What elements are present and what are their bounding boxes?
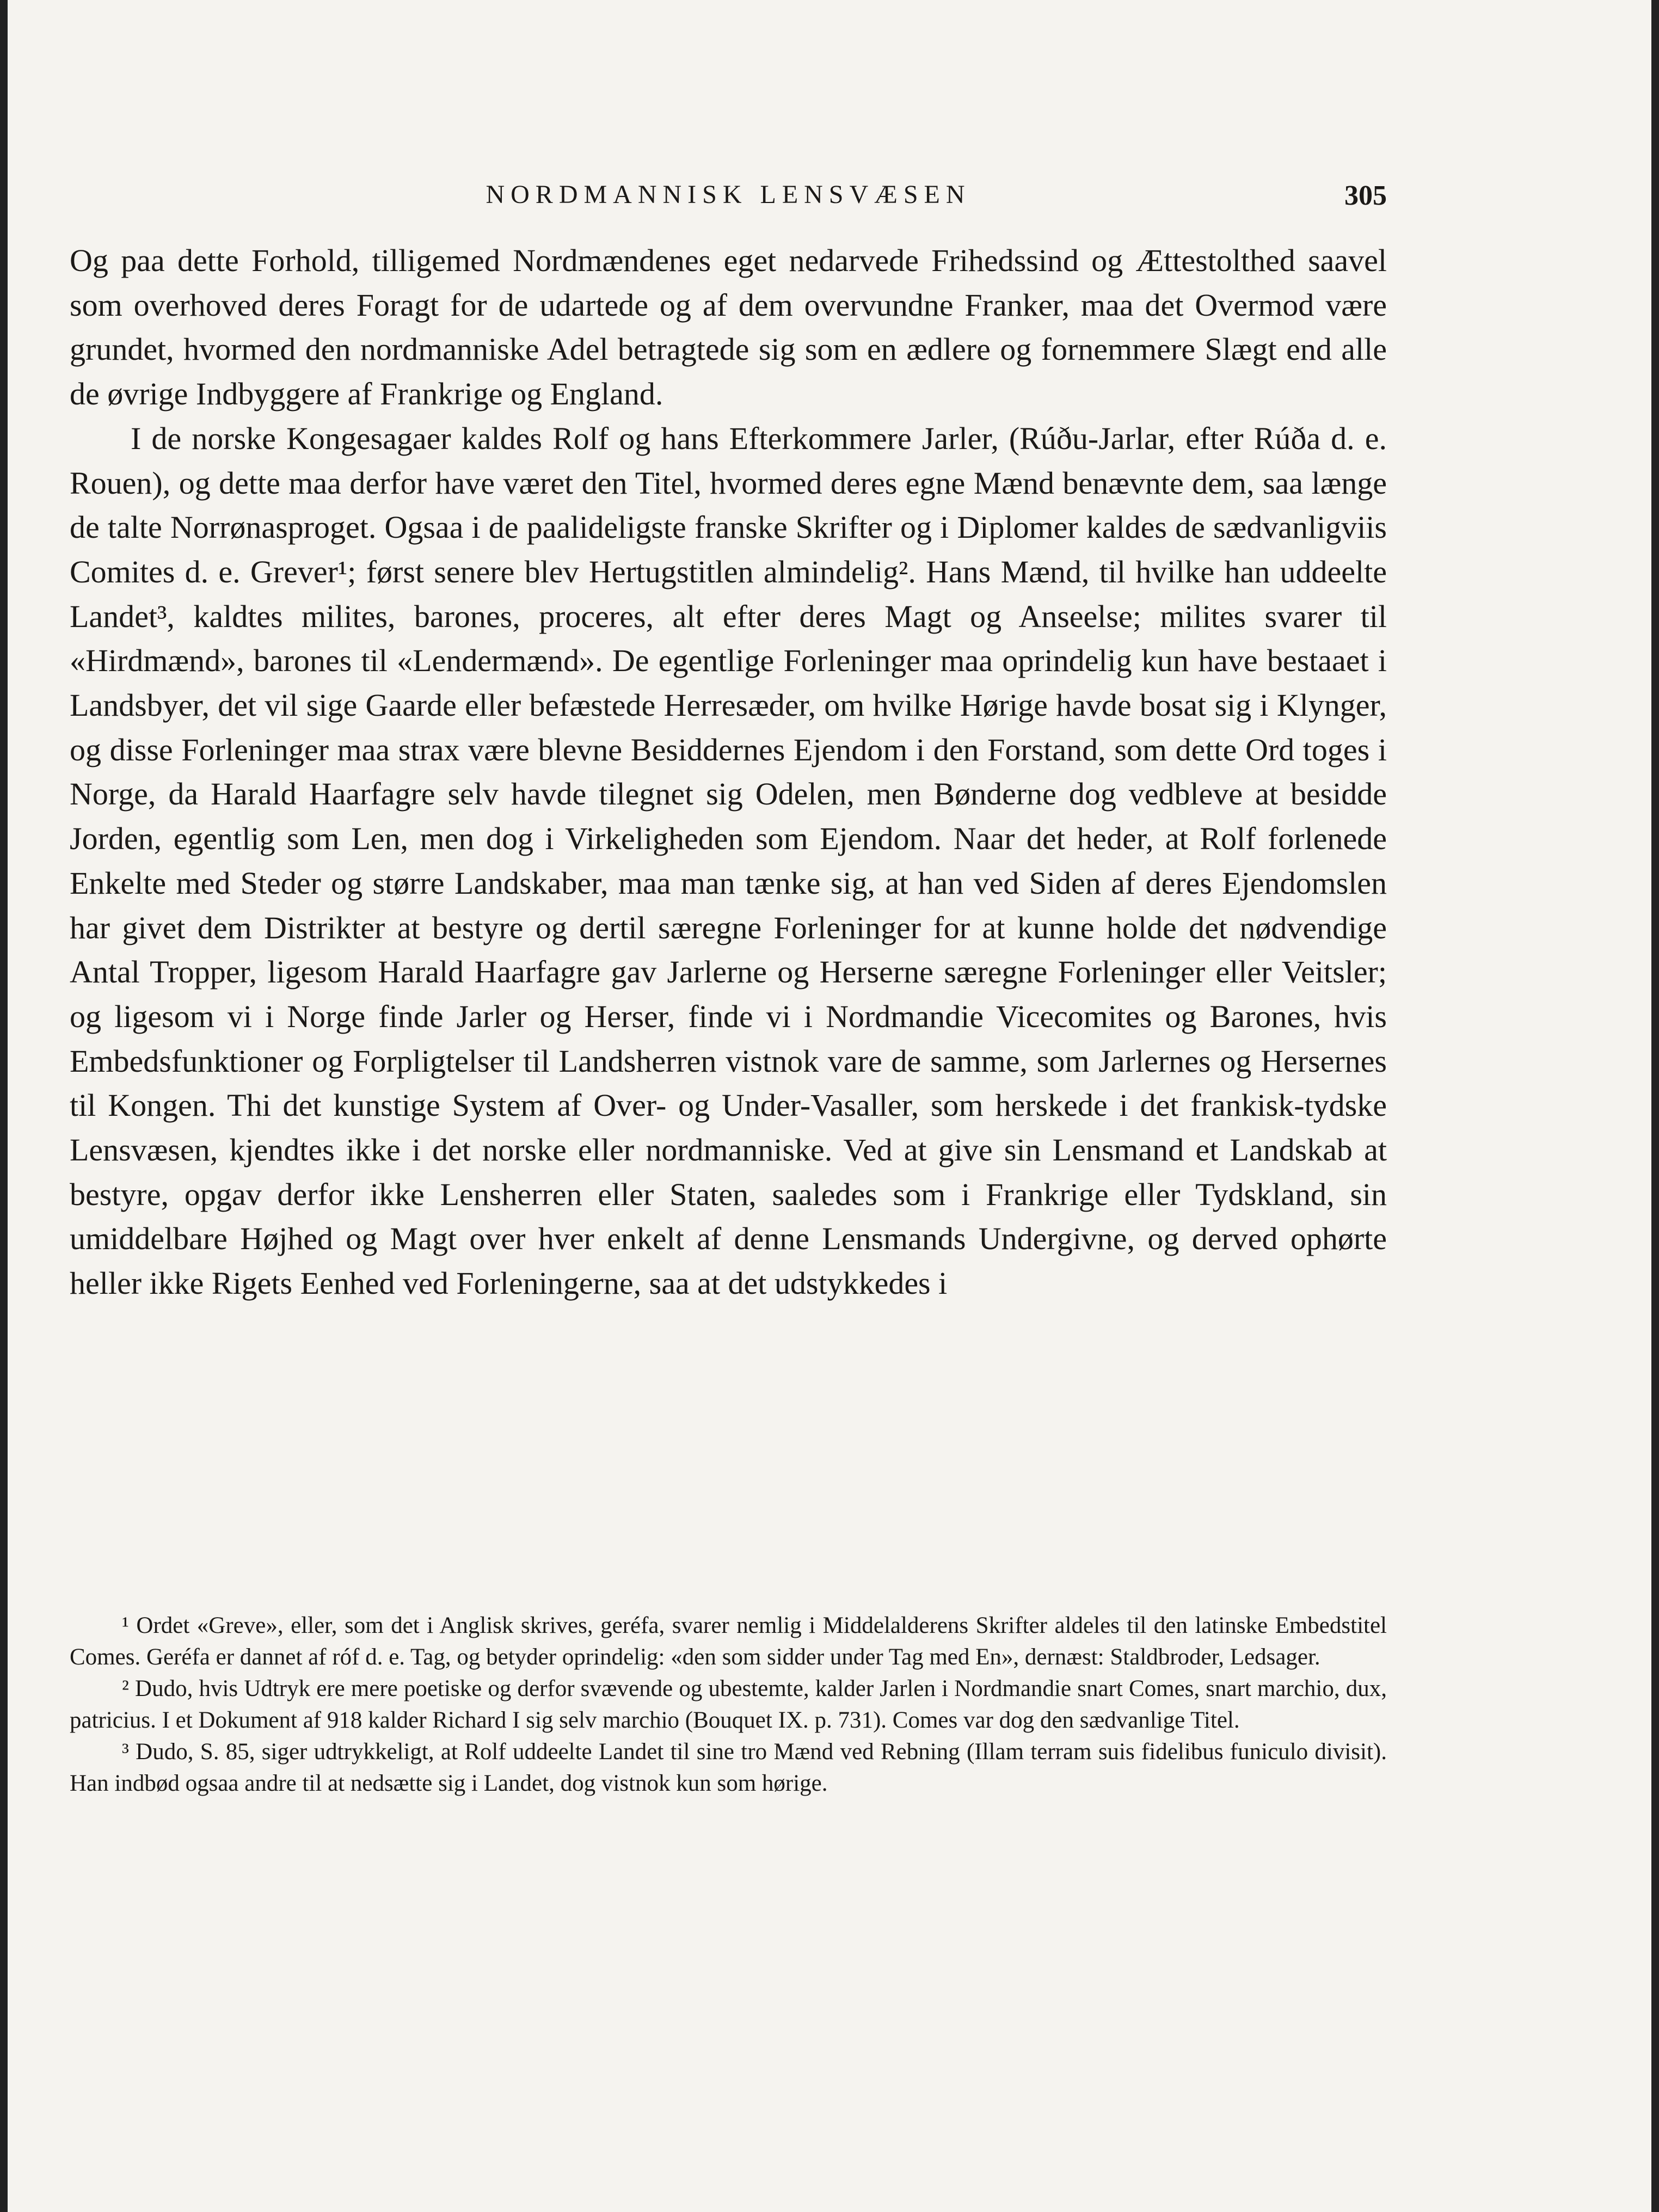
scan-edge-left xyxy=(0,0,8,2212)
page-number: 305 xyxy=(1344,180,1387,211)
main-text xyxy=(70,238,1387,1306)
footnotes xyxy=(70,1610,1387,1799)
paragraph-1: Og paa dette Forhold, tilligemed Nordmændenes eget nedarvede Frihedssind og Ættestolthed saavel som overhoved deres Foragt for de udartede og af dem overvundne Franker, maa det Overmod være grundet, hvormed den nordmanniske Adel betragtede sig som en ædlere og fornemmere Slægt end alle de øvrige Indbyggere af Frankrige og England. xyxy=(70,243,1387,412)
page-header xyxy=(70,174,1387,218)
footnote-2: ² Dudo, hvis Udtryk ere mere poetiske og derfor svævende og ubestemte, kalder Jarlen i Nordmandie snart Comes, snart marchio, dux, patricius. I et Dokument af 918 kalder Richard I sig selv marchio (Bouquet IX. p. 731). Comes var dog den sædvanlige Titel. xyxy=(70,1676,1387,1733)
paragraph-2: I de norske Kongesagaer kaldes Rolf og hans Efterkommere Jarler, (Rúðu-Jarlar, efter Rúða d. e. Rouen), og dette maa derfor have været den Titel, hvormed deres egne Mænd benævnte dem, saa længe de talte Norrønasproget. Ogsaa i de paalideligste franske Skrifter og i Diplomer kaldes de sædvanligviis Comites d. e. Grever¹; først senere blev Hertugstitlen almindelig². Hans Mænd, til hvilke han uddeelte Landet³, kaldtes milites, barones, proceres, alt efter deres Magt og Anseelse; milites svarer til «Hirdmænd», barones til «Lendermænd». De egentlige Forleninger maa oprindelig kun have bestaaet i Landsbyer, det vil sige Gaarde eller befæstede Herresæder, om hvilke Hørige havde bosat sig i Klynger, og disse Forleninger maa strax være blevne Besiddernes Ejendom i den Forstand, som dette Ord toges i Norge, da Harald Haarfagre selv havde tilegnet sig Odelen, men Bønderne dog vedbleve at besidde Jorden, egentlig som Len, men dog i Virkeligheden som Ejendom. Naar det heder, at Rolf forlenede Enkelte med Steder og større Landskaber, maa man tænke sig, at han ved Siden af deres Ejendomslen har givet dem Distrikter at bestyre og dertil særegne Forleninger for at kunne holde det nødvendige Antal Tropper, ligesom Harald Haarfagre gav Jarlerne og Herserne særegne Forleninger eller Veitsler; og ligesom vi i Norge finde Jarler og Herser, finde vi i Nordmandie Vicecomites og Barones, hvis Embedsfunktioner og Forpligtelser til Landsherren vistnok vare de samme, som Jarlernes og Hersernes til Kongen. Thi det kunstige System af Over- og Under-Vasaller, som herskede i det frankisk-tydske Lensvæsen, kjendtes ikke i det norske eller nordmanniske. Ved at give sin Lensmand et Landskab at bestyre, opgav derfor ikke Lensherren eller Staten, saaledes som i Frankrige eller Tydskland, sin umiddelbare Højhed og Magt over hver enkelt af denne Lensmands Undergivne, og derved ophørte heller ikke Rigets Eenhed ved Forleningerne, saa at det udstykkedes i xyxy=(70,420,1387,1301)
footnote-3: ³ Dudo, S. 85, siger udtrykkeligt, at Rolf uddeelte Landet til sine tro Mænd ved Rebning (Illam terram suis fidelibus funiculo divisit). Han indbød ogsaa andre til at nedsætte sig i Landet, dog vistnok kun som hørige. xyxy=(70,1739,1387,1796)
running-title: NORDMANNISK LENSVÆSEN xyxy=(486,180,971,209)
footnote-1: ¹ Ordet «Greve», eller, som det i Anglisk skrives, geréfa, svarer nemlig i Middelalderens Skrifter aldeles til den latinske Embedstitel Comes. Geréfa er dannet af róf d. e. Tag, og betyder oprindelig: «den som sidder under Tag med En», dernæst: Staldbroder, Ledsager. xyxy=(70,1613,1387,1670)
scan-edge-right xyxy=(1651,0,1659,2212)
